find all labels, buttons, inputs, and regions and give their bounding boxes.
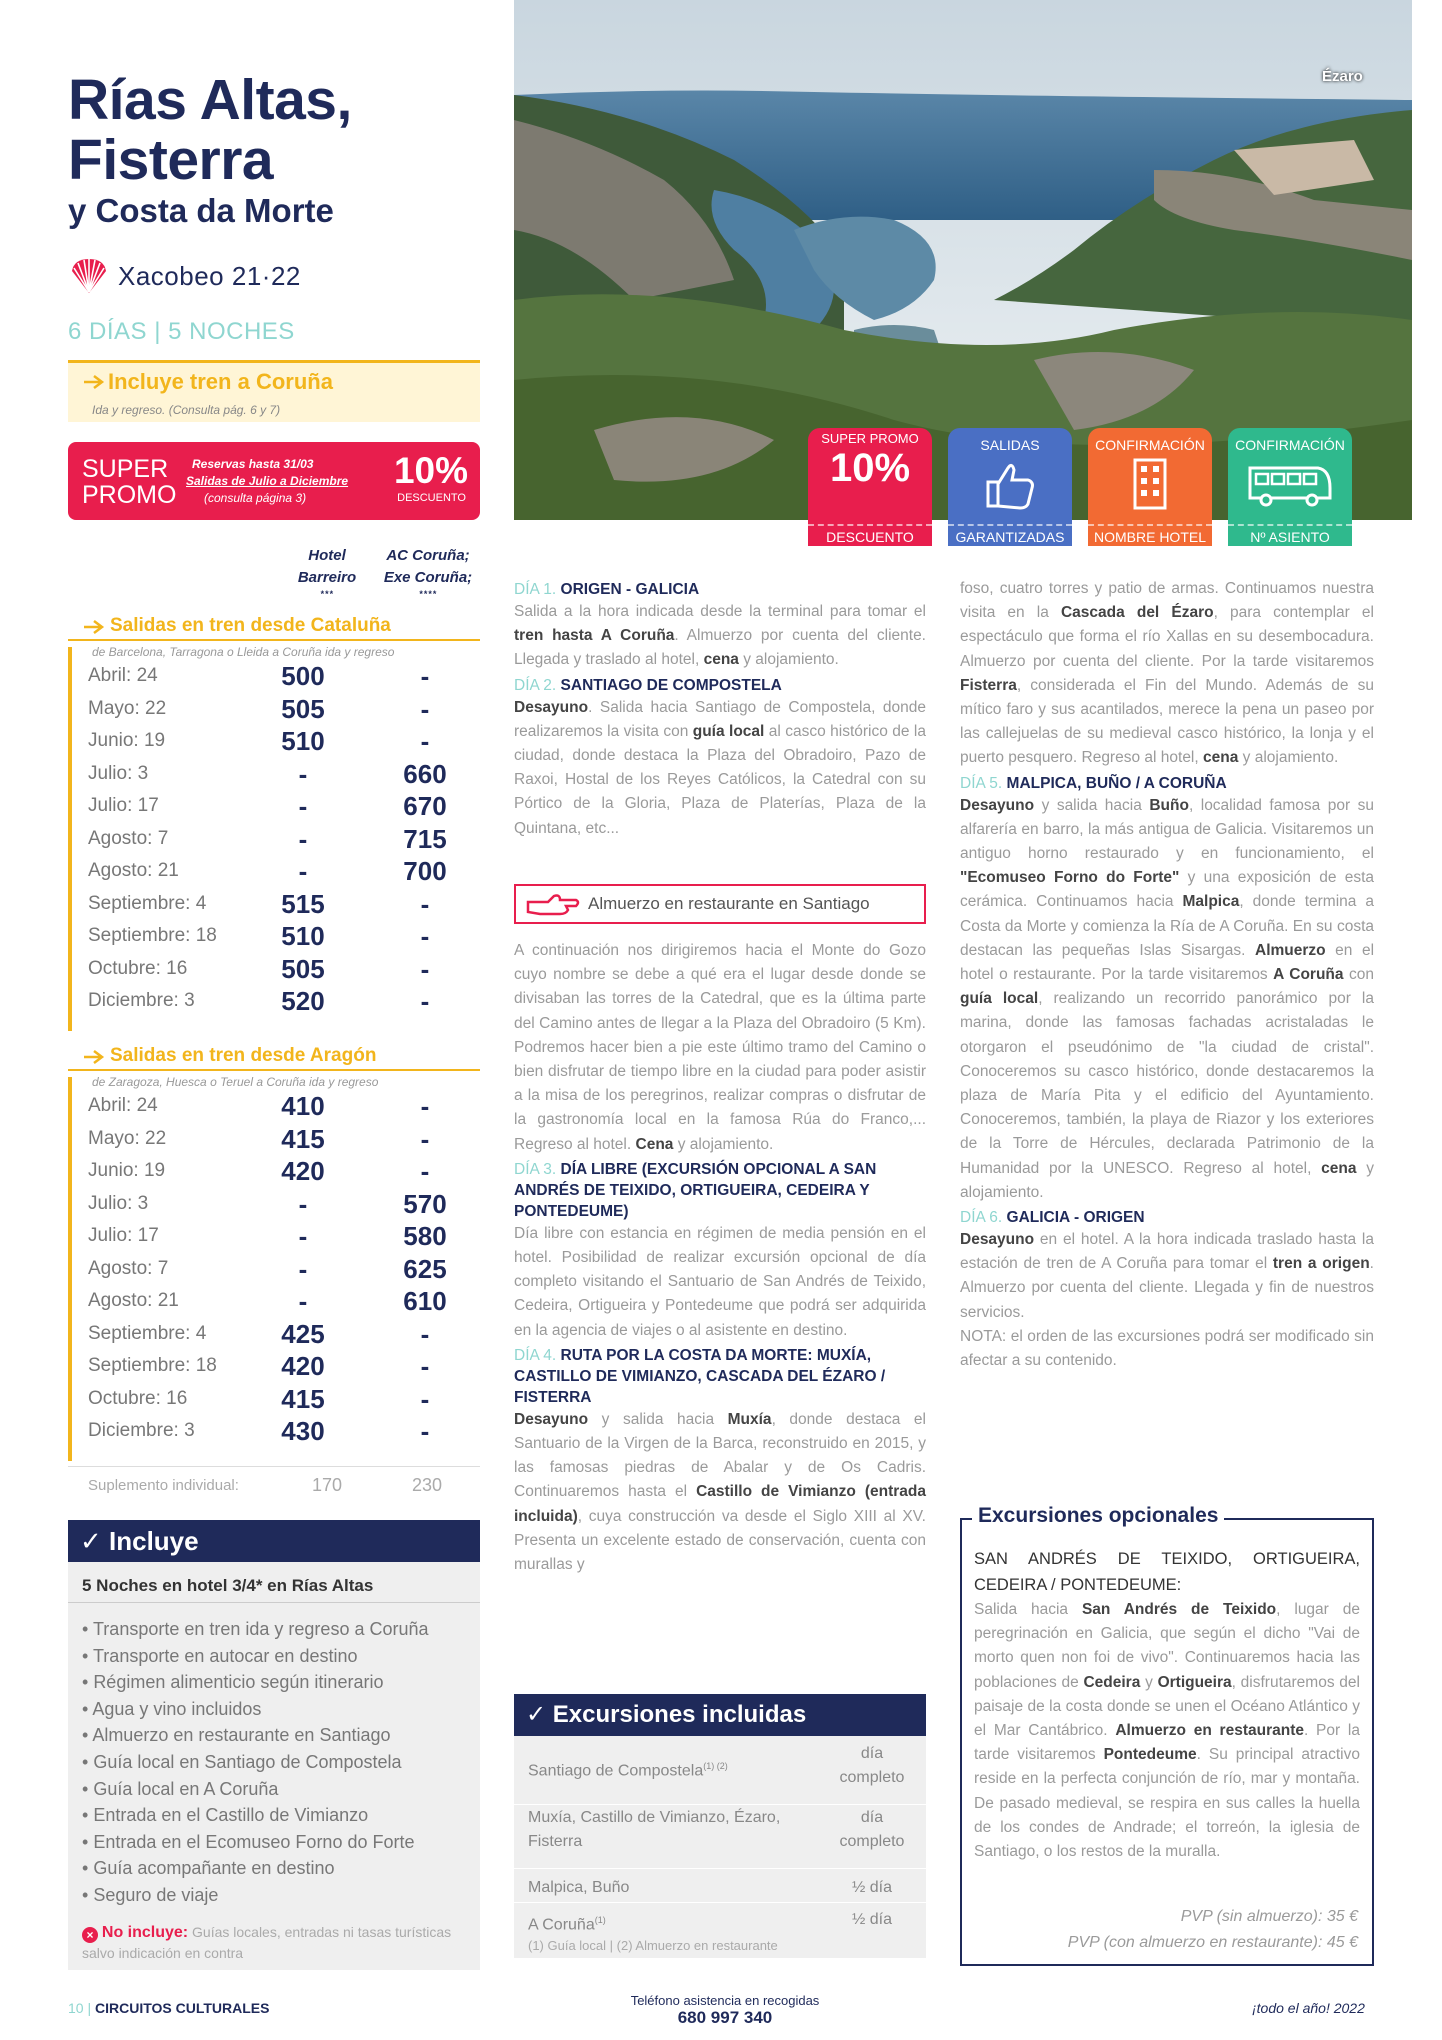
day-5-text: Desayuno y salida hacia Buño, localidad famosa por su alfarería en barro, la más antigua de Galicia. Visitaremos un antiguo horno restaurado y en funcionamiento, el "Ecomuseo Forno do Forte" y una exposición de esta cerámica. Continuamos hacia Malpica, donde termina a Costa da Morte y comienza la Ría de A Coruña. En su costa destacan las pequeñas Islas Sisargas. Almuerzo en el hotel o restaurante. Por la tarde visitaremos A Coruña con guía local, realizando un recorrido panorámico por la marina, donde las famosas fachadas acristaladas le otorgaron el pseudónimo de "la ciudad de cristal". Conoceremos su casco histórico, donde destacaremos la plaza de María Pita y el edificio del Ayuntamiento. Conoceremos, también, la playa de Riazor y los exteriores de la Torre de Hércules, declarada Patrimonio de la Humanidad por la UNESCO. Regreso al hotel, cena y alojamiento. [960, 796, 1375, 1201]
promo-label: SUPER PROMO [82, 455, 177, 509]
itinerary-col-1b [514, 939, 926, 1577]
day-2-text: Desayuno. Salida hacia Santiago de Compostela, donde realizaremos la visita con guía local al casco histórico de la ciudad, donde destaca la Plaza del Obradoiro, Pazo de Raxoi, Hostal de los Reyes Católicos, la Catedral con su Pórtico de la Gloria, Plaza de Platerías, Plaza de la Quintana, etc... [514, 698, 926, 837]
price-hotel-1: - [298, 1286, 308, 1316]
price-hotel-1: 415 [281, 1383, 325, 1414]
day-4-text: Desayuno y salida hacia Muxía, donde destaca el Santuario de la Virgen de la Barca, reconstruido en 2015, y las famosas piedras de Abalar y de Os Cadris. Continuaremos hasta el Castillo de Vimianzo (entrada incluida), cuya construcción va desde el Siglo XIII al XV. Presenta un excelente estado de conservación, cuenta con murallas y [514, 1410, 927, 1574]
price-row [88, 824, 478, 856]
excursiones-opcionales-box [960, 1504, 1374, 1966]
price-hotel-1: - [298, 823, 308, 854]
train-box-title: Incluye tren a Coruña [108, 369, 333, 394]
incluye-box [68, 1520, 480, 1970]
almuerzo-highlight [514, 884, 926, 924]
price-row [88, 1416, 478, 1448]
incluye-title: ✓ Incluye [68, 1520, 480, 1562]
excursiones-opcionales-content [974, 1546, 1360, 1864]
departure-date: Octubre: 16 [88, 1387, 188, 1409]
badge-confirmacion-asiento: CONFIRMACIÓN Nº ASIENTO [1228, 428, 1352, 546]
price-hotel-1: - [298, 758, 308, 789]
departure-date: Diciembre: 3 [88, 990, 195, 1011]
departure-date: Septiembre: 4 [88, 892, 207, 914]
price-row [88, 694, 478, 726]
optional-excursion-text: Salida hacia San Andrés de Teixido, lugar de peregrinación en Galicia, que según el dicho "Vai de morto quen non foi de vivo". Continuaremos hacia las poblaciones de Cedeira y Ortigueira, disfrutaremos del paisaje de la costa donde se unen el Océano Atlántico y el Mar Cantábrico. Almuerzo en restaurante. Por la tarde visitaremos Pontedeume. Su principal atractivo reside en la perfecta conjunción de río, mar y montaña. De pasado medieval, se respira en sus calles la huella de los condes de Andrade; el torreón, la iglesia de Santiago, o los restos de la muralla. [974, 1601, 1360, 1861]
price-hotel-2: 660 [403, 758, 447, 789]
promo-percent: 10% [393, 450, 468, 491]
price-row [88, 1319, 478, 1351]
price-hotel-2: - [420, 1123, 430, 1154]
prices-cataluna [68, 613, 480, 1033]
hotel-building-icon [1125, 456, 1175, 512]
divider [514, 1804, 926, 1805]
title-line-2: Fisterra [68, 128, 274, 192]
day-2-text-cont: A continuación nos dirigiremos hacia el Monte do Gozo cuyo nombre se debe a qué era el lugar desde donde se divisaban las torres de la Catedral, que es la última parte del Camino antes de llegar a la Plaza del Obradoiro (5 Km). Podremos hacer bien a pie este último tramo del Camino o bien disfrutar de tiempo libre en la ciudad para poder asistir a la misa de los peregrinos, realizar compras o disfrutar de la gastronomía local en la famosa Rúa do Franco,... Regreso al hotel. Cena y alojamiento. [514, 942, 926, 1153]
price-row [88, 759, 478, 791]
super-promo-banner [68, 442, 480, 520]
pointing-hand-icon [526, 892, 582, 918]
badge-super-promo: SUPER PROMO 10% DESCUENTO [808, 428, 932, 546]
excursion-row: Santiago de Compostela$^{(1) (2)}$ día completo [528, 1745, 905, 1786]
price-hotel-1: 420 [281, 1351, 325, 1381]
price-row [88, 1091, 478, 1123]
price-hotel-2: 715 [403, 823, 447, 854]
price-row [88, 889, 478, 921]
price-hotel-1: - [298, 1253, 308, 1284]
train-included-box [68, 360, 480, 422]
price-hotel-2: - [420, 726, 430, 756]
promo-conditions: Reservas hasta 31/03 Salidas de Julio a Diciembre (consulta página 3) [186, 457, 349, 505]
excursion-row: Malpica, Buño ½ día [528, 1879, 893, 1896]
price-hotel-2: 610 [403, 1286, 447, 1316]
list-item: • Transporte en autocar en destino [82, 1643, 429, 1670]
price-row [88, 954, 478, 986]
price-hotel-1: - [298, 791, 308, 821]
no-incluye [82, 1922, 472, 1963]
departure-date: Mayo: 22 [88, 1127, 167, 1149]
list-item: • Guía acompañante en destino [82, 1855, 429, 1882]
excursiones-incluidas-box [514, 1694, 926, 1958]
price-hotel-2: 625 [403, 1253, 447, 1284]
price-hotel-2: - [420, 986, 430, 1016]
supplement-hotel-1: 170 [312, 1475, 343, 1495]
day-5-heading: DÍA 5. MALPICA, BUÑO / A CORUÑA [960, 774, 1227, 792]
price-hotel-2: - [420, 1156, 430, 1186]
departure-date: Junio: 19 [88, 730, 166, 751]
day-4-text-cont: foso, cuatro torres y patio de armas. Continuamos nuestra visita en la Cascada del Ézaro, para contemplar el espectáculo que forma el río Xallas en su desembocadura. Almuerzo por cuenta del cliente. Por la tarde visitaremos Fisterra, considerada el Fin del Mundo. Además de su mítico faro y sus acantilados, merece la pena un paseo por las callejuelas de su medieval casco histórico, la lonja y el puerto pesquero. Regreso al hotel, cena y alojamiento. [960, 580, 1374, 767]
excursiones-opcionales-title: Excursiones opcionales [972, 1504, 1224, 1528]
page-number: 10 | [68, 2000, 92, 2016]
list-item: • Entrada en el Castillo de Vimianzo [82, 1802, 429, 1829]
no-incluye-text: Guías locales, entradas ni tasas turísticas salvo indicación en contra [82, 1924, 452, 1961]
price-row [88, 986, 478, 1018]
day-2-heading: DÍA 2. SANTIAGO DE COMPOSTELA [514, 676, 782, 694]
section-accent-bar [68, 647, 72, 1031]
price-hotel-1: 520 [281, 986, 325, 1016]
divider [68, 1602, 480, 1603]
price-hotel-1: 425 [281, 1318, 325, 1349]
section-subtitle: de Zaragoza, Huesca o Teruel a Coruña ida y regreso [92, 1075, 379, 1089]
list-item: • Guía local en A Coruña [82, 1776, 429, 1803]
price-hotel-1: - [298, 1221, 308, 1251]
price-row [88, 1286, 478, 1318]
departure-date: Julio: 17 [88, 1225, 159, 1246]
footer-tagline: ¡todo el año! 2022 [1252, 2000, 1365, 2016]
supplement-label: Suplemento individual: [88, 1477, 239, 1494]
price-hotel-1: 420 [281, 1156, 325, 1186]
section-name: CIRCUITOS CULTURALES [95, 2000, 270, 2016]
phone-number[interactable]: 680 997 340 [677, 2008, 773, 2027]
price-hotel-2: 570 [403, 1188, 447, 1219]
day-6-heading: DÍA 6. GALICIA - ORIGEN [960, 1209, 1145, 1227]
itinerary-col-2 [960, 577, 1374, 1373]
price-row [88, 1221, 478, 1253]
list-item: • Régimen alimenticio según itinerario [82, 1669, 429, 1696]
departure-date: Octubre: 16 [88, 957, 188, 979]
price-row [88, 1384, 478, 1416]
scallop-shell-icon [68, 255, 110, 297]
price-hotel-2: - [420, 1383, 430, 1414]
badge-percent: 10% [829, 446, 911, 490]
price-row [88, 1156, 478, 1188]
day-1-heading: DÍA 1. ORIGEN - GALICIA [514, 581, 700, 598]
departure-date: Agosto: 21 [88, 860, 179, 881]
incluye-list [82, 1616, 429, 1909]
price-hotel-1: 515 [281, 888, 325, 919]
bus-icon [1244, 460, 1336, 510]
section-subtitle: de Barcelona, Tarragona o Lleida a Coruña ida y regreso [92, 645, 395, 659]
prices-aragon [68, 1043, 480, 1463]
promo-percent-label: DESCUENTO [397, 492, 466, 504]
page-subtitle: y Costa da Morte [68, 192, 334, 229]
price-hotel-1: 505 [281, 693, 325, 724]
close-circle-icon: × [82, 1927, 98, 1943]
xacobeo-logo [68, 255, 301, 297]
divider [514, 1868, 926, 1869]
list-item: • Entrada en el Ecomuseo Forno do Forte [82, 1829, 429, 1856]
excursion-row: A Coruña$^{(1)}$ ½ día [528, 1911, 893, 1934]
price-row [88, 1351, 478, 1383]
list-item: • Agua y vino incluidos [82, 1696, 429, 1723]
footer-section [68, 2000, 269, 2016]
price-hotel-2: 670 [403, 791, 447, 821]
departure-date: Agosto: 21 [88, 1290, 179, 1311]
departure-date: Junio: 19 [88, 1160, 166, 1181]
price-hotel-1: 430 [281, 1416, 325, 1446]
supplement-hotel-2: 230 [412, 1475, 443, 1495]
price-row [88, 791, 478, 823]
departure-date: Septiembre: 18 [88, 925, 217, 946]
price-hotel-2: - [420, 661, 430, 691]
list-item: • Almuerzo en restaurante en Santiago [82, 1722, 429, 1749]
departure-date: Julio: 17 [88, 795, 159, 816]
departure-date: Diciembre: 3 [88, 1420, 195, 1441]
price-hotel-1: - [298, 1188, 308, 1219]
price-row [88, 661, 478, 693]
photo-caption: Ézaro [1322, 68, 1363, 85]
hotel-stars: *** [320, 589, 334, 599]
price-with-lunch: PVP (con almuerzo en restaurante): 45 € [1067, 1934, 1358, 1951]
column-header-hotel-2: AC Coruña; Exe Coruña; **** [372, 545, 484, 599]
list-item: • Seguro de viaje [82, 1882, 429, 1909]
price-hotel-2: - [420, 693, 430, 724]
departure-date: Mayo: 22 [88, 697, 167, 719]
price-row [88, 1124, 478, 1156]
departure-date: Abril: 24 [88, 1095, 158, 1116]
hotel-stars: **** [418, 589, 437, 599]
divider [514, 1902, 926, 1903]
column-header-hotel-1: Hotel Barreiro *** [282, 545, 372, 599]
incluye-subtitle: 5 Noches en hotel 3/4* en Rías Altas [82, 1576, 374, 1595]
phone-label: Teléfono asistencia en recogidas [630, 1993, 820, 2008]
train-arrow-icon [82, 618, 106, 636]
train-arrow-icon [82, 373, 106, 391]
no-incluye-label: No incluye: [101, 1924, 189, 1941]
departure-date: Agosto: 7 [88, 827, 169, 849]
price-hotel-2: - [420, 1091, 430, 1121]
badge-confirmacion-hotel: CONFIRMACIÓN NOMBRE HOTEL [1088, 428, 1212, 546]
departure-date: Julio: 3 [88, 762, 149, 784]
itinerary-note: NOTA: el orden de las excursiones podrá ser modificado sin afectar a su contenido. [960, 1327, 1374, 1370]
day-1-text: Salida a la hora indicada desde la terminal para tomar el tren hasta A Coruña. Almuerzo por cuenta del cliente. Llegada y traslado al hotel, cena y alojamiento. [514, 603, 926, 669]
badge-salidas-garantizadas: SALIDAS GARANTIZADAS [948, 428, 1072, 546]
train-box-subtitle: Ida y regreso. (Consulta pág. 6 y 7) [92, 403, 281, 417]
price-row [88, 726, 478, 758]
section-title: Salidas en tren desde Cataluña [68, 613, 480, 641]
departure-date: Septiembre: 18 [88, 1355, 217, 1376]
title-line-1: Rías Altas, [68, 68, 352, 132]
single-supplement [68, 1466, 480, 1500]
itinerary-col-1a [514, 577, 926, 841]
departure-date: Agosto: 7 [88, 1257, 169, 1279]
thumbs-up-icon [980, 458, 1040, 512]
excursion-footnote: (1) Guía local | (2) Almuerzo en restaurante [528, 1938, 778, 1953]
excursion-row: Muxía, Castillo de Vimianzo, Ézaro, Fisterra día completo [528, 1809, 905, 1850]
price-hotel-1: 415 [281, 1123, 325, 1154]
excursiones-incluidas-title: ✓ Excursiones incluidas [514, 1694, 926, 1736]
price-hotel-1: 510 [281, 726, 325, 756]
price-hotel-2: 580 [403, 1221, 447, 1251]
price-hotel-1: 505 [281, 953, 325, 984]
price-hotel-2: - [420, 1351, 430, 1381]
price-hotel-2: 700 [403, 856, 447, 886]
price-hotel-1: 510 [281, 921, 325, 951]
day-3-heading: DÍA 3. DÍA LIBRE (EXCURSIÓN OPCIONAL A SAN ANDRÉS DE TEIXIDO, ORTIGUEIRA, CEDEIRA Y PONTEDEUME) [514, 1160, 877, 1220]
price-hotel-1: 410 [281, 1091, 325, 1121]
price-without-lunch: PVP (sin almuerzo): 35 € [1180, 1908, 1358, 1925]
price-row [88, 856, 478, 888]
departure-date: Julio: 3 [88, 1192, 149, 1214]
section-title: Salidas en tren desde Aragón [68, 1043, 480, 1071]
footer-phone [610, 1993, 840, 2028]
almuerzo-highlight-text: Almuerzo en restaurante en Santiago [588, 894, 870, 913]
price-hotel-1: 500 [281, 661, 325, 691]
day-4-heading: DÍA 4. RUTA POR LA COSTA DA MORTE: MUXÍA, CASTILLO DE VIMIANZO, CASCADA DEL ÉZARO / FISTERRA [514, 1346, 886, 1406]
train-arrow-icon [82, 1048, 106, 1066]
day-6-text: Desayuno en el hotel. A la hora indicada traslado hasta la estación de tren de A Coruña para tomar el tren a origen. Almuerzo por cuenta del cliente. Llegada y fin de nuestros servicios. [960, 1231, 1374, 1321]
price-hotel-2: - [420, 921, 430, 951]
optional-excursion-heading: SAN ANDRÉS DE TEIXIDO, ORTIGUEIRA, CEDEIRA / PONTEDEUME: [974, 1550, 1360, 1594]
price-row [88, 921, 478, 953]
trip-duration: 6 DÍAS | 5 NOCHES [68, 318, 295, 345]
departure-date: Septiembre: 4 [88, 1322, 207, 1344]
list-item: • Guía local en Santiago de Compostela [82, 1749, 429, 1776]
price-hotel-2: - [420, 953, 430, 984]
page-title [68, 70, 352, 190]
list-item: • Transporte en tren ida y regreso a Coruña [82, 1616, 429, 1643]
xacobeo-label: Xacobeo 21·22 [118, 260, 301, 291]
price-row [88, 1189, 478, 1221]
price-hotel-2: - [420, 888, 430, 919]
price-row [88, 1254, 478, 1286]
price-hotel-2: - [420, 1318, 430, 1349]
day-3-text: Día libre con estancia en régimen de media pensión en el hotel. Posibilidad de realizar excursión opcional de día completo visitando el Santuario de San Andrés de Teixido, Cedeira, Ortigueira y Pontedeume que podrá ser adquirida en la agencia de viajes o al asistente en destino. [514, 1224, 926, 1339]
price-hotel-2: - [420, 1416, 430, 1446]
departure-date: Abril: 24 [88, 665, 158, 686]
section-accent-bar [68, 1077, 72, 1461]
price-hotel-1: - [298, 856, 308, 886]
